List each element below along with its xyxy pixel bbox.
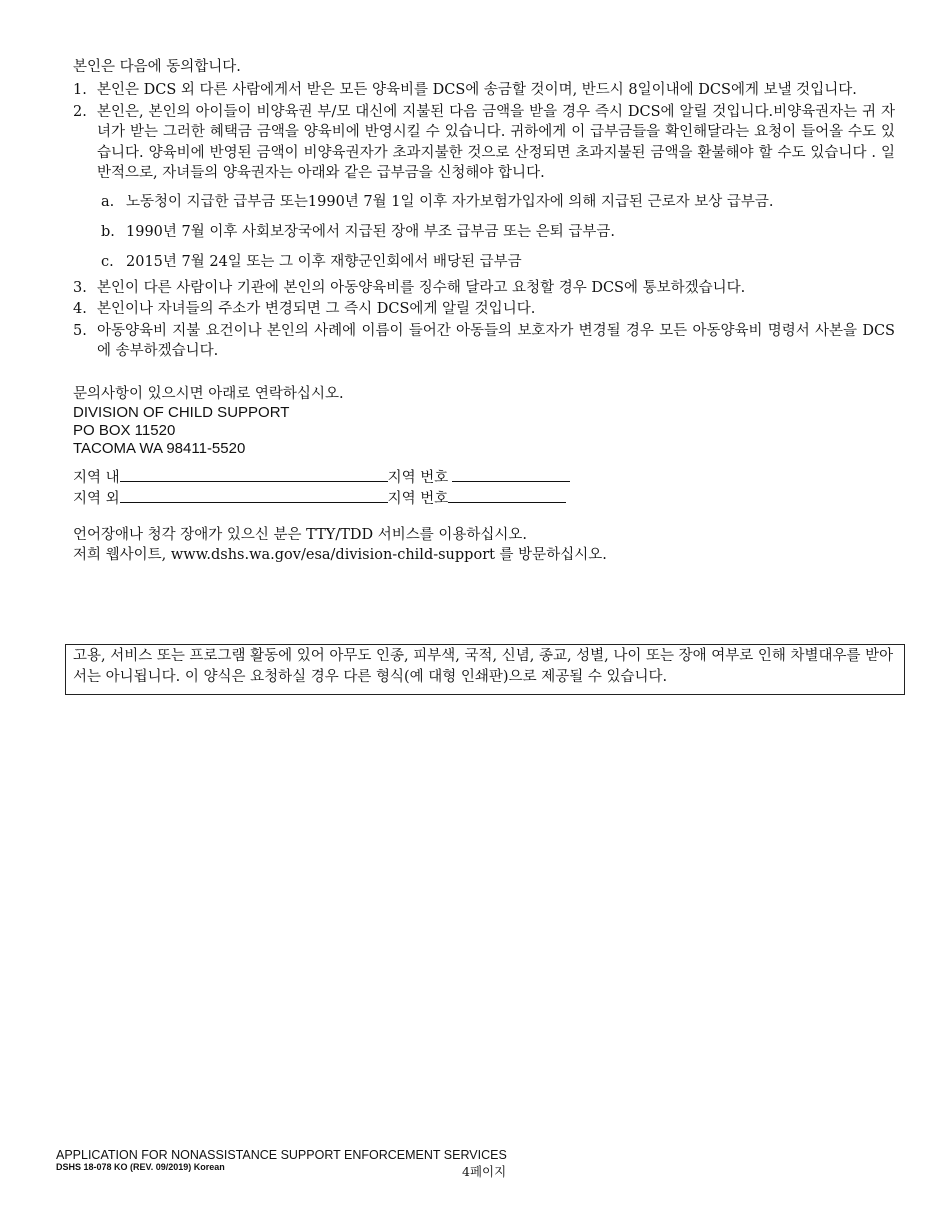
sub-item bbox=[97, 192, 895, 212]
item-text: 아동양육비 지불 요건이나 본인의 사례에 이름이 들어간 아동들의 보호자가 변경될 경우 모든 아동양육비 명령서 사본을 DCS에 송부하겠습니다. bbox=[97, 322, 895, 359]
document-body bbox=[73, 56, 895, 565]
local-label: 지역 내 bbox=[73, 469, 120, 486]
item-number: 5. bbox=[73, 322, 87, 339]
benefit-sublist bbox=[97, 192, 895, 272]
contact-city: TACOMA WA 98411-5520 bbox=[73, 439, 246, 457]
local-phone-row bbox=[73, 467, 895, 488]
item-text: 본인이나 자녀들의 주소가 변경되면 그 즉시 DCS에게 알릴 것입니다. bbox=[97, 301, 536, 317]
form-title: APPLICATION FOR NONASSISTANCE SUPPORT ENFORCEMENT SERVICES bbox=[56, 1148, 507, 1162]
contact-prompt: 문의사항이 있으시면 아래로 연락하십시오. bbox=[73, 385, 344, 402]
item-text: 본인은, 본인의 아이들이 비양육권 부/모 대신에 지불된 다음 금액을 받을 경우 즉시 DCS에 알릴 것입니다.비양육권자는 귀 자녀가 받는 그러한 혜택금 금액을 양육비에 반영시킬 수 있습니다. 귀하에게 이 급부금들을 확인해달라는 요청이 들어올 수도 있습니다. 양육비에 반영된 금액이 비양육권자가 초과지불한 것으로 산정되면 초과지불된 금액을 환불해야 할 수도 있습니다 . 일반적으로, 자녀들의 양육권자는 아래와 같은 급부금을 신청해야 합니다. bbox=[97, 103, 895, 181]
website-line: 저희 웹사이트, www.dshs.wa.gov/esa/division-child-support 를 방문하십시오. bbox=[73, 546, 607, 563]
nondiscrimination-notice: 고용, 서비스 또는 프로그램 활동에 있어 아무도 인종, 피부색, 국적, 신념, 종교, 성별, 나이 또는 장애 여부로 인해 차별대우를 받아서는 아니됩니다. 이 양식은 요청하실 경우 다른 형식(예 대형 인쇄판)으로 제공될 수 있습니다. bbox=[65, 644, 905, 695]
phone-fields bbox=[73, 467, 895, 509]
outside-phone-blank[interactable] bbox=[120, 488, 388, 503]
list-item bbox=[73, 278, 895, 299]
area-code-label: 지역 번호 bbox=[387, 490, 449, 507]
contact-block bbox=[73, 384, 895, 458]
sub-item-text: 2015년 7월 24일 또는 그 이후 재향군인회에서 배당된 급부금 bbox=[126, 253, 522, 270]
contact-po-box: PO BOX 11520 bbox=[73, 421, 176, 439]
outside-phone-row bbox=[73, 488, 895, 509]
list-item bbox=[73, 299, 895, 320]
tty-info bbox=[73, 525, 895, 565]
sub-item-letter: a. bbox=[101, 193, 115, 210]
contact-org: DIVISION OF CHILD SUPPORT bbox=[73, 403, 290, 421]
form-code: DSHS 18-078 KO (REV. 09/2019) Korean bbox=[56, 1162, 225, 1172]
outside-label: 지역 외 bbox=[73, 490, 120, 507]
sub-item-letter: c. bbox=[101, 253, 114, 270]
sub-item-text: 1990년 7월 이후 사회보장국에서 지급된 장애 부조 급부금 또는 은퇴 급부금. bbox=[126, 223, 616, 240]
agreement-list bbox=[73, 80, 895, 362]
list-item bbox=[73, 102, 895, 272]
local-phone-blank[interactable] bbox=[120, 467, 388, 482]
item-text: 본인은 DCS 외 다른 사람에게서 받은 모든 양육비를 DCS에 송금할 것이며, 반드시 8일이내에 DCS에게 보낼 것입니다. bbox=[97, 82, 857, 98]
page-number: 4페이지 bbox=[462, 1164, 507, 1179]
item-text: 본인이 다른 사람이나 기관에 본인의 아동양육비를 징수해 달라고 요청할 경우 DCS에 통보하겠습니다. bbox=[97, 279, 746, 296]
outside-area-code-blank[interactable] bbox=[448, 488, 566, 503]
list-item bbox=[73, 321, 895, 362]
item-number: 4. bbox=[73, 301, 87, 317]
item-number: 1. bbox=[73, 82, 87, 98]
agreement-intro: 본인은 다음에 동의합니다. bbox=[73, 59, 241, 75]
local-area-code-blank[interactable] bbox=[452, 467, 570, 482]
area-code-label: 지역 번호 bbox=[387, 469, 449, 486]
sub-item-text: 노동청이 지급한 급부금 또는1990년 7월 1일 이후 자가보험가입자에 의해 지급된 근로자 보상 급부금. bbox=[126, 193, 774, 210]
sub-item bbox=[97, 252, 895, 272]
item-number: 2. bbox=[73, 103, 87, 120]
sub-item-letter: b. bbox=[101, 223, 115, 240]
item-number: 3. bbox=[73, 279, 87, 296]
tty-line: 언어장애나 청각 장애가 있으신 분은 TTY/TDD 서비스를 이용하십시오. bbox=[73, 526, 528, 543]
sub-item bbox=[97, 222, 895, 242]
list-item bbox=[73, 80, 895, 101]
page-footer bbox=[56, 1148, 756, 1179]
